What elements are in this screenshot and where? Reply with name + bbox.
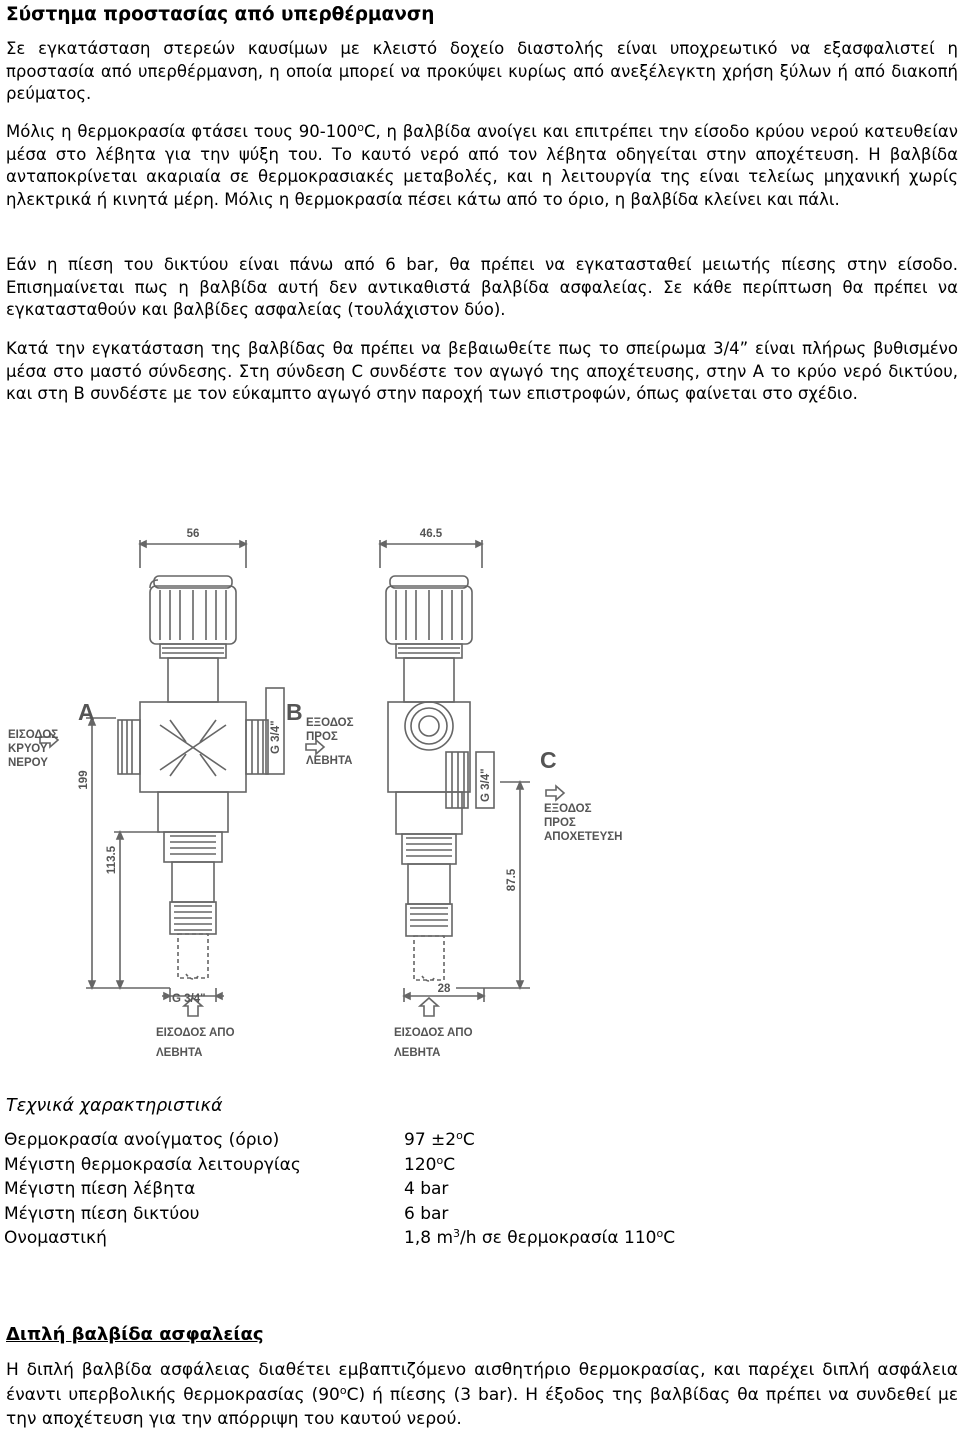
table-row xyxy=(4,1130,675,1155)
dim-46-5: 46.5 xyxy=(419,528,443,540)
spec-value: 120$^o$C xyxy=(404,1153,456,1175)
thread-left-label: G 3/4" xyxy=(270,720,282,754)
inlet-cold-line-3: ΝΕΡΟΥ xyxy=(8,757,48,769)
specs-title: Τεχνικά χαρακτηριστικά xyxy=(6,1096,223,1116)
section-title-double-valve: Διπλή βαλβίδα ασφαλείας xyxy=(6,1324,264,1345)
spec-label: Μέγιστη πίεση λέβητα xyxy=(4,1179,196,1199)
inlet-boiler-right-line-2: ΛΕΒΗΤΑ xyxy=(394,1047,441,1059)
label-c: C xyxy=(540,747,557,773)
dim-56: 56 xyxy=(186,528,200,540)
inlet-boiler-right-line-1: ΕΙΣΟΔΟΣ ΑΠΟ xyxy=(394,1027,473,1039)
paragraph-double-valve: Η διπλή βαλβίδα ασφάλειας διαθέτει εμβαπτιζόμενο αισθητήριο θερμοκρασίας, και παρέχει διπλή ασφάλεια έναντι υπερβολικής θερμοκρασίας (90$^o$C) ή πίεσης (3 bar). Η έξοδος της βαλβίδας θα πρέπει να συνδεθεί με την αποχέτευση για την απόρριψη του καυτού νερού. xyxy=(6,1360,959,1429)
table-row xyxy=(4,1228,675,1253)
label-b: B xyxy=(286,699,303,725)
table-row xyxy=(4,1155,675,1180)
paragraph-installation: Κατά την εγκατάσταση της βαλβίδας θα πρέπει να βεβαιωθείτε πως το σπείρωμα 3/4” είναι πλήρως βυθισμένο μέσα στο μαστό σύνδεσης. Στη σύνδεση C συνδέστε τον αγωγό της αποχέτευσης, στην A το κρύο νερό δικτύου, και στη B συνδέστε με τον εύκαμπτο αγωγό στην παροχή των επιστροφών, όπως φαίνεται στο σχέδιο. xyxy=(6,339,958,404)
spec-label: Ονομαστική xyxy=(4,1228,107,1248)
section-title-overheat: Σύστημα προστασίας από υπερθέρμανση xyxy=(6,4,435,25)
inlet-cold-line-1: ΕΙΣΟΔΟΣ xyxy=(8,729,59,741)
spec-value: $97 \pm 2^oC$ xyxy=(404,1129,475,1150)
arrow-outlet-drain-icon xyxy=(546,786,564,800)
inlet-boiler-left-line-2: ΛΕΒΗΤΑ xyxy=(156,1047,203,1059)
outlet-drain-line-2: ΠΡΟΣ xyxy=(544,817,576,829)
outlet-drain-line-1: ΕΞΟΔΟΣ xyxy=(544,803,592,815)
paragraph-operation: Μόλις η θερμοκρασία φτάσει τους 90-100$^o$C, η βαλβίδα ανοίγει και επιτρέπει την είσοδο κρύου νερού κατευθείαν μέσα στο λέβητα για την ψύξη του. Το καυτό νερό από τον λέβητα οδηγείται στην αποχέτευση. Η βαλβίδα ανταποκρίνεται ακαριαία σε θερμοκρασιακές μεταβολές, και η λειτουργία της είναι τελείως μηχανική χωρίς ηλεκτρικά ή κινητά μέρη. Μόλις η θερμοκρασία πέσει κάτω από το όριο, η βαλβίδα κλείνει και πάλι. xyxy=(6,121,958,209)
outlet-boiler-line-2: ΠΡΟΣ xyxy=(306,731,338,743)
spec-value: 4 bar xyxy=(404,1179,449,1199)
spec-label: Θερμοκρασία ανοίγματος (όριο) xyxy=(4,1130,280,1150)
dim-87-5: 87.5 xyxy=(506,868,518,892)
dim-28: 28 xyxy=(437,983,451,995)
spec-label: Μέγιστη θερμοκρασία λειτουργίας xyxy=(4,1154,301,1175)
label-a: A xyxy=(78,699,95,725)
outlet-drain-line-3: ΑΠΟΧΕΤΕΥΣΗ xyxy=(544,831,623,843)
table-row xyxy=(4,1179,675,1204)
valve-drawing xyxy=(0,520,960,1080)
outlet-boiler-line-1: ΕΞΟΔΟΣ xyxy=(306,717,354,729)
thread-bottom-label: G 3/4" xyxy=(172,993,206,1005)
left-valve-body xyxy=(86,540,284,1002)
spec-value: 6 bar xyxy=(404,1203,449,1224)
spec-label: Μέγιστη πίεση δικτύου xyxy=(4,1203,200,1224)
arrow-inlet-boiler-right-icon xyxy=(420,998,438,1016)
inlet-boiler-left-line-1: ΕΙΣΟΔΟΣ ΑΠΟ xyxy=(156,1027,235,1039)
table-row xyxy=(4,1204,675,1229)
thread-c-label: G 3/4" xyxy=(480,768,492,802)
specs-table xyxy=(4,1130,675,1253)
paragraph-pressure: Εάν η πίεση του δικτύου είναι πάνω από 6 bar, θα πρέπει να εγκατασταθεί μειωτής πίεσης στην είσοδο. Επισημαίνεται πως η βαλβίδα αυτή δεν αντικαθιστά βαλβίδα ασφαλείας. Σε κάθε περίπτωση θα πρέπει να εγκατασταθούν και βαλβίδες ασφαλείας (τουλάχιστον δύο). xyxy=(6,255,958,320)
paragraph-intro: Σε εγκατάσταση στερεών καυσίμων με κλειστό δοχείο διαστολής είναι υποχρεωτικό να εξασφαλιστεί η προστασία από υπερθέρμανση, η οποία μπορεί να προκύψει κυρίως από ανεξέλεγκτη χρήση ξύλων ή από διακοπή ρεύματος. xyxy=(6,39,958,104)
spec-value: 1,8 $m^3/h$ σε θερμοκρασία 110$^o$C xyxy=(404,1227,676,1248)
dim-113-5: 113.5 xyxy=(106,845,118,875)
outlet-boiler-line-3: ΛΕΒΗΤΑ xyxy=(306,755,353,767)
dim-199: 199 xyxy=(78,770,90,790)
inlet-cold-line-2: ΚΡΥΟΥ xyxy=(8,743,48,755)
right-valve-body xyxy=(380,540,530,1002)
